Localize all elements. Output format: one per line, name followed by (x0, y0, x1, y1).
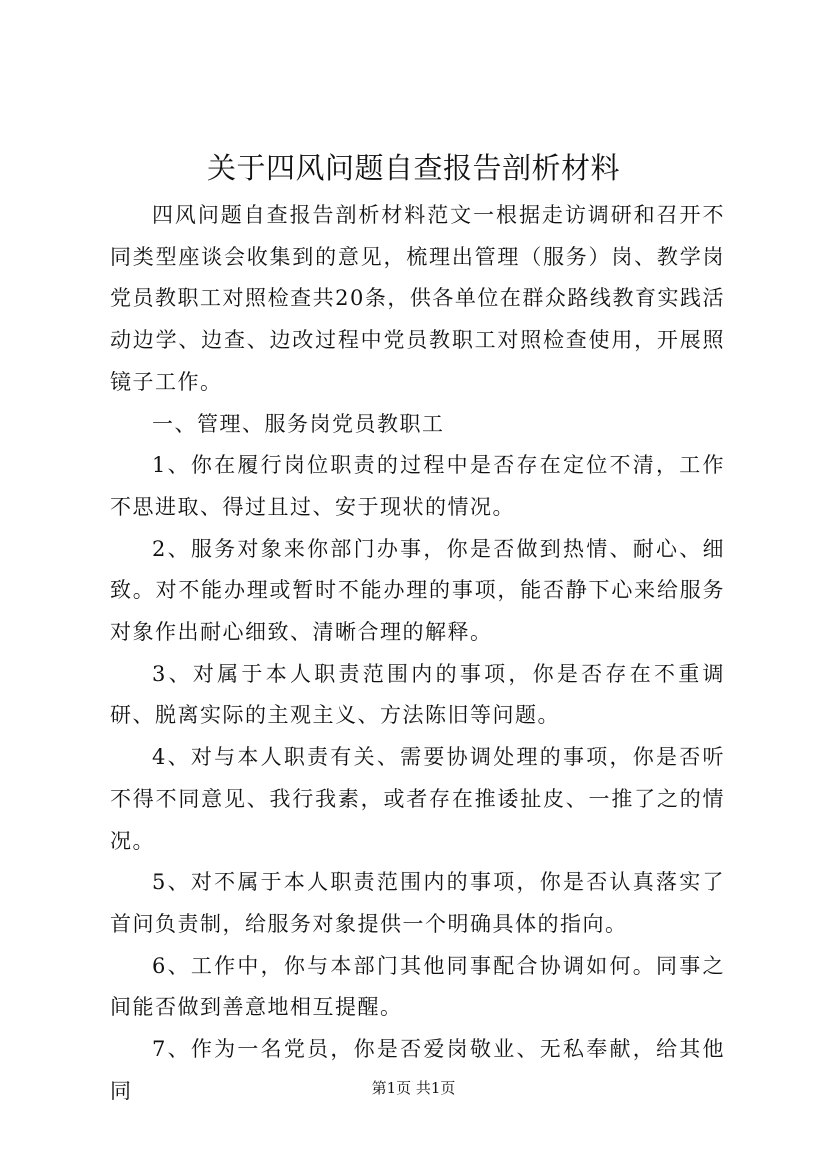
document-body (110, 195, 725, 1112)
paragraph-intro: 四风问题自查报告剖析材料范文一根据走访调研和召开不同类型座谈会收集到的意见，梳理出管理（服务）岗、教学岗党员教职工对照检查共20条，供各单位在群众路线教育实践活动边学、边查、边改过程中党员教职工对照检查使用，开展照镜子工作。 (110, 203, 725, 394)
list-item: 2、服务对象来你部门办事，你是否做到热情、耐心、细致。对不能办理或暂时不能办理的事项，能否静下心来给服务对象作出耐心细致、清晰合理的解释。 (110, 536, 725, 645)
list-item: 5、对不属于本人职责范围内的事项，你是否认真落实了首问负责制，给服务对象提供一个明确具体的指向。 (110, 870, 725, 936)
list-item: 7、作为一名党员，你是否爱岗敬业、无私奉献，给其他同 (110, 1037, 725, 1103)
document-title: 关于四风问题自查报告剖析材料 (206, 151, 620, 185)
list-item: 6、工作中，你与本部门其他同事配合协调如何。同事之间能否做到善意地相互提醒。 (110, 953, 725, 1020)
list-item: 3、对属于本人职责范围内的事项，你是否存在不重调研、脱离实际的主观主义、方法陈旧等问题。 (110, 661, 725, 728)
page-footer: 第1页 共1页 (371, 1079, 456, 1097)
list-item: 4、对与本人职责有关、需要协调处理的事项，你是否听不得不同意见、我行我素，或者存在推诿扯皮、一推了之的情况。 (110, 745, 725, 853)
list-item: 1、你在履行岗位职责的过程中是否存在定位不清，工作不思进取、得过且过、安于现状的情况。 (110, 453, 725, 519)
section-heading: 一、管理、服务岗党员教职工 (152, 411, 445, 436)
